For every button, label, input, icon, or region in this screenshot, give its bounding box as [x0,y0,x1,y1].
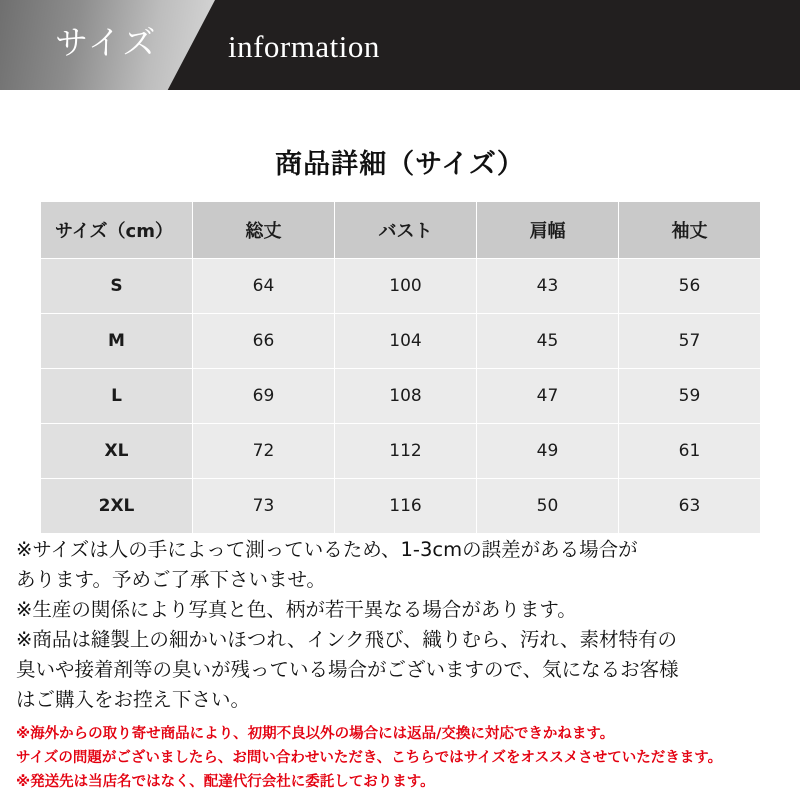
table-title: 商品詳細（サイズ） [275,149,525,180]
column-header-size: サイズ（cm） [41,202,193,259]
red-notes-block [16,722,792,794]
header-title-en: information [228,29,380,64]
table-head [41,202,761,259]
cell-size: M [41,314,193,369]
cell-size: XL [41,424,193,479]
table-header-row [41,202,761,259]
cell-length: 73 [193,479,335,534]
cell-size: L [41,369,193,424]
red-note-line: サイズの問題がございましたら、お問い合わせいただき、こちらではサイズをオススメさせていただきます。 [16,750,723,766]
table-body [41,259,761,534]
red-note-line: ※海外からの取り寄せ商品により、初期不良以外の場合には返品/交換に対応できかねます。 [16,726,615,742]
table-row [41,479,761,534]
note-line: ※サイズは人の手によって測っているため、1-3cmの誤差がある場合が [16,538,638,561]
column-header-sleeve: 袖丈 [619,202,761,259]
cell-length: 64 [193,259,335,314]
cell-sleeve: 61 [619,424,761,479]
note-line: ※生産の関係により写真と色、柄が若干異なる場合があります。 [16,598,577,621]
size-table [40,201,761,534]
cell-size: S [41,259,193,314]
column-header-length: 総丈 [193,202,335,259]
cell-shoulder: 45 [477,314,619,369]
cell-shoulder: 47 [477,369,619,424]
note-line: あります。予めご了承下さいませ。 [16,568,326,591]
cell-shoulder: 49 [477,424,619,479]
size-table-card [40,120,760,534]
red-note-line: ※発送先は当店名ではなく、配達代行会社に委託しております。 [16,774,435,790]
cell-bust: 104 [335,314,477,369]
table-row [41,369,761,424]
cell-sleeve: 59 [619,369,761,424]
table-row [41,259,761,314]
cell-bust: 112 [335,424,477,479]
cell-bust: 116 [335,479,477,534]
cell-shoulder: 50 [477,479,619,534]
note-line: ※商品は縫製上の細かいほつれ、インク飛び、織りむら、汚れ、素材特有の [16,628,678,651]
column-header-shoulder: 肩幅 [477,202,619,259]
note-line: 臭いや接着剤等の臭いが残っている場合がございますので、気になるお客様 [16,658,679,681]
cell-length: 72 [193,424,335,479]
cell-length: 66 [193,314,335,369]
cell-shoulder: 43 [477,259,619,314]
cell-bust: 100 [335,259,477,314]
cell-sleeve: 63 [619,479,761,534]
table-row [41,314,761,369]
header-title-jp: サイズ [55,23,158,62]
cell-sleeve: 56 [619,259,761,314]
cell-size: 2XL [41,479,193,534]
notes-block [16,535,788,715]
table-row [41,424,761,479]
header-banner [0,0,800,90]
note-line: はご購入をお控え下さい。 [16,688,251,711]
column-header-bust: バスト [335,202,477,259]
cell-sleeve: 57 [619,314,761,369]
cell-length: 69 [193,369,335,424]
cell-bust: 108 [335,369,477,424]
